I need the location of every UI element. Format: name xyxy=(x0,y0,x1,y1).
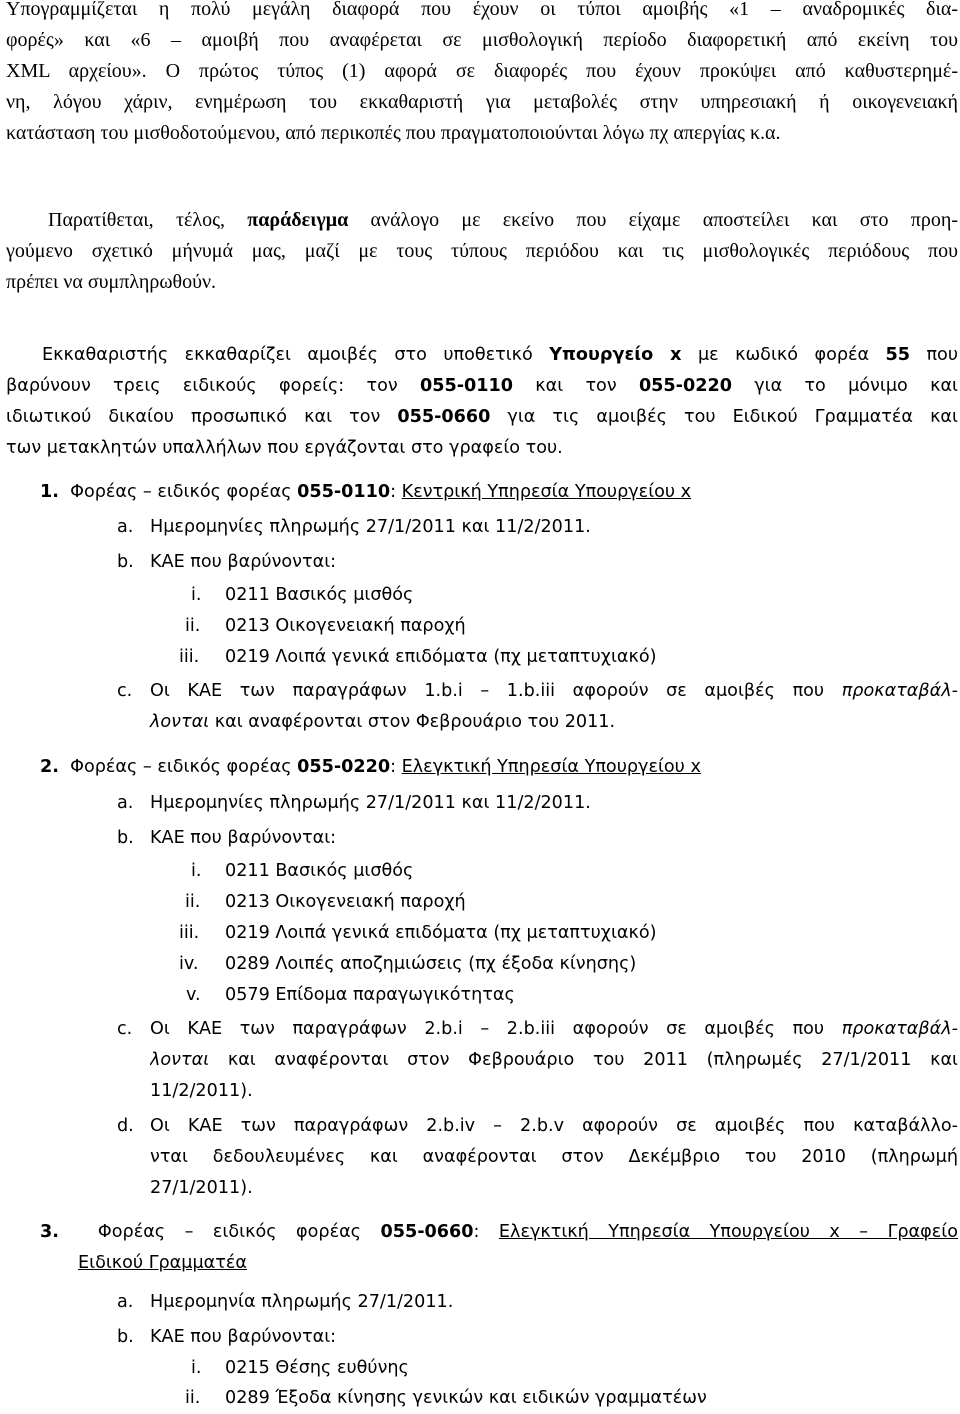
text-line: 0211 Βασικός μισθός xyxy=(225,585,414,605)
text-line: Φορέας – ειδικός φορέας xyxy=(70,757,298,777)
text-line: 055-0110 xyxy=(419,376,513,396)
text-line: d. xyxy=(117,1116,134,1136)
text-line: για τις αμοιβές του Ειδικού Γραμματέα και xyxy=(490,407,958,427)
text-line: 055-0220 xyxy=(297,757,391,777)
example-line-2: γούμενο σχετικό μήνυμά μας, μαζί με τους τύπους περιόδου και τις μισθολογικές περιόδους που xyxy=(6,240,958,262)
text-line: 0213 Οικογενειακή παροχή xyxy=(225,616,466,636)
item-heading xyxy=(40,477,691,508)
text-line: v. xyxy=(186,985,201,1005)
text-line: : xyxy=(473,1222,499,1242)
text-line: που xyxy=(910,345,958,365)
text-line: iii. xyxy=(179,647,200,667)
text-line: : xyxy=(390,757,402,777)
text-line: Φορέας – ειδικός φορέας xyxy=(97,1222,381,1242)
text-line: 0211 Βασικός μισθός xyxy=(225,861,414,881)
text-line: ii. xyxy=(185,892,201,912)
text-line: και τον xyxy=(512,376,639,396)
scenario-line-1 xyxy=(42,340,958,371)
text-line: λονται xyxy=(150,1050,210,1070)
text-line: Ημερομηνίες πληρωμής 27/1/2011 και 11/2/2011. xyxy=(150,517,591,537)
example-bold-word: παράδειγμα xyxy=(247,209,349,231)
text-line: 0215 Θέσης ευθύνης xyxy=(225,1358,409,1378)
text-line: Οι ΚΑΕ των παραγράφων 1.b.i – 1.b.iii αφορούν σε αμοιβές που xyxy=(150,681,842,701)
scenario-line-3 xyxy=(6,402,958,433)
text-line: 27/1/2011). xyxy=(150,1178,253,1198)
text-line: 055-0220 xyxy=(638,376,732,396)
text-line xyxy=(150,1045,958,1076)
text-line: ΚΑΕ που βαρύνονται: xyxy=(150,828,337,848)
text-line: a. xyxy=(117,517,134,537)
text-line: 0213 Οικογενειακή παροχή xyxy=(225,892,466,912)
text-line: b. xyxy=(117,552,134,572)
text-line: 055-0660 xyxy=(397,407,491,427)
text-line: βαρύνουν τρεις ειδικούς φορείς: τον xyxy=(6,376,420,396)
text-line: i. xyxy=(191,585,202,605)
text-line: Ημερομηνίες πληρωμής 27/1/2011 και 11/2/2011. xyxy=(150,793,591,813)
text-line: προκαταβάλ- xyxy=(841,1019,958,1039)
text-line: b. xyxy=(117,828,134,848)
text-line: ΚΑΕ που βαρύνονται: xyxy=(150,552,337,572)
intro-line-4: νη, λόγου χάριν, ενημέρωση του εκκαθαριστή για μεταβολές στην υπηρεσιακή ή οικογενειακή xyxy=(6,91,958,113)
text-line: Φορέας – ειδικός φορέας xyxy=(70,482,298,502)
text-line: Ημερομηνία πληρωμής 27/1/2011. xyxy=(150,1292,454,1312)
text-line: 1. xyxy=(40,482,59,502)
text-line: 0289 Έξοδα κίνησης γενικών και ειδικών γραμματέων xyxy=(225,1388,707,1408)
text-line: με κωδικό φορέα xyxy=(681,345,886,365)
item-heading xyxy=(40,1217,958,1248)
text-line: 11/2/2011). xyxy=(150,1081,253,1101)
text-line xyxy=(150,707,615,738)
text-line: 3. xyxy=(40,1222,59,1242)
text-line: 0289 Λοιπές αποζημιώσεις (πχ έξοδα κίνησης) xyxy=(225,954,637,974)
text-line: c. xyxy=(117,1019,133,1039)
text-line: : xyxy=(390,482,402,502)
text-line: Παρατίθεται, τέλος, xyxy=(48,209,248,231)
intro-line-1: Υπογραμμίζεται η πολύ μεγάλη διαφορά που έχουν οι τύποι αμοιβής «1 – αναδρομικές δια- xyxy=(6,0,958,20)
text-line: 2. xyxy=(40,757,59,777)
item-name: Ελεγκτική Υπηρεσία Υπουργείου x xyxy=(401,757,701,777)
text-line: iii. xyxy=(179,923,200,943)
text-line: 055-0110 xyxy=(297,482,391,502)
text-line xyxy=(150,676,958,707)
intro-line-3: XML αρχείου». Ο πρώτος τύπος (1) αφορά σε διαφορές που έχουν προκύψει από καθυστερημέ- xyxy=(6,60,958,82)
text-line: b. xyxy=(117,1327,134,1347)
text-line: a. xyxy=(117,1292,134,1312)
example-line-1 xyxy=(48,205,958,236)
text-line: 0579 Επίδομα παραγωγικότητας xyxy=(225,985,515,1005)
text-line: i. xyxy=(191,1358,202,1378)
text-line: c. xyxy=(117,681,133,701)
text-line: Οι ΚΑΕ των παραγράφων 2.b.iv – 2.b.v αφορούν σε αμοιβές που καταβάλλο- xyxy=(150,1116,958,1136)
scenario-line-2 xyxy=(6,371,958,402)
text-line: ανάλογο με εκείνο που είχαμε αποστείλει και στο προη- xyxy=(348,209,958,231)
text-line: 55 xyxy=(885,345,911,365)
item-heading xyxy=(40,752,701,783)
item-name: Κεντρική Υπηρεσία Υπουργείου x xyxy=(401,482,692,502)
scenario-line-4: των μετακλητών υπαλλήλων που εργάζονται στο γραφείο του. xyxy=(6,438,563,458)
text-line: ΚΑΕ που βαρύνονται: xyxy=(150,1327,337,1347)
text-line xyxy=(78,1248,247,1279)
text-line: και αναφέρονται στον Φεβρουάριο του 2011. xyxy=(209,712,616,732)
text-line: a. xyxy=(117,793,134,813)
text-line: 055-0660 xyxy=(380,1222,474,1242)
text-line: ii. xyxy=(185,1388,201,1408)
example-line-3: πρέπει να συμπληρωθούν. xyxy=(6,271,217,293)
text-line: Υπουργείο x xyxy=(549,345,682,365)
text-line: ii. xyxy=(185,616,201,636)
text-line: νται δεδουλευμένες και αναφέρονται στον Δεκέμβριο του 2010 (πληρωμή xyxy=(150,1147,958,1167)
text-line: και αναφέρονται στον Φεβρουάριο του 2011 (πληρωμές 27/1/2011 και xyxy=(209,1050,958,1070)
text-line: Οι ΚΑΕ των παραγράφων 2.b.i – 2.b.iii αφορούν σε αμοιβές που xyxy=(150,1019,842,1039)
text-line: iv. xyxy=(179,954,199,974)
text-line: προκαταβάλ- xyxy=(841,681,958,701)
intro-line-2: φορές» και «6 – αμοιβή που αναφέρεται σε μισθολογική περίοδο διαφορετική από εκείνη του xyxy=(6,29,958,51)
item-name: Ελεγκτική Υπηρεσία Υπουργείου x – Γραφείο xyxy=(498,1222,958,1242)
text-line: 0219 Λοιπά γενικά επιδόματα (πχ μεταπτυχιακό) xyxy=(225,647,657,667)
text-line: λονται xyxy=(150,712,210,732)
text-line xyxy=(150,1014,958,1045)
text-line: για το μόνιμο και xyxy=(731,376,958,396)
text-line: i. xyxy=(191,861,202,881)
text-line: 0219 Λοιπά γενικά επιδόματα (πχ μεταπτυχιακό) xyxy=(225,923,657,943)
text-line: Εκκαθαριστής εκκαθαρίζει αμοιβές στο υποθετικό xyxy=(42,345,550,365)
intro-line-5: κατάσταση του μισθοδοτούμενου, από περικοπές που πραγματοποιούνται λόγω πχ απεργίας κ.α. xyxy=(6,122,781,144)
item-name-cont: Ειδικού Γραμματέα xyxy=(78,1253,247,1273)
text-line: ιδιωτικού δικαίου προσωπικό και τον xyxy=(6,407,398,427)
